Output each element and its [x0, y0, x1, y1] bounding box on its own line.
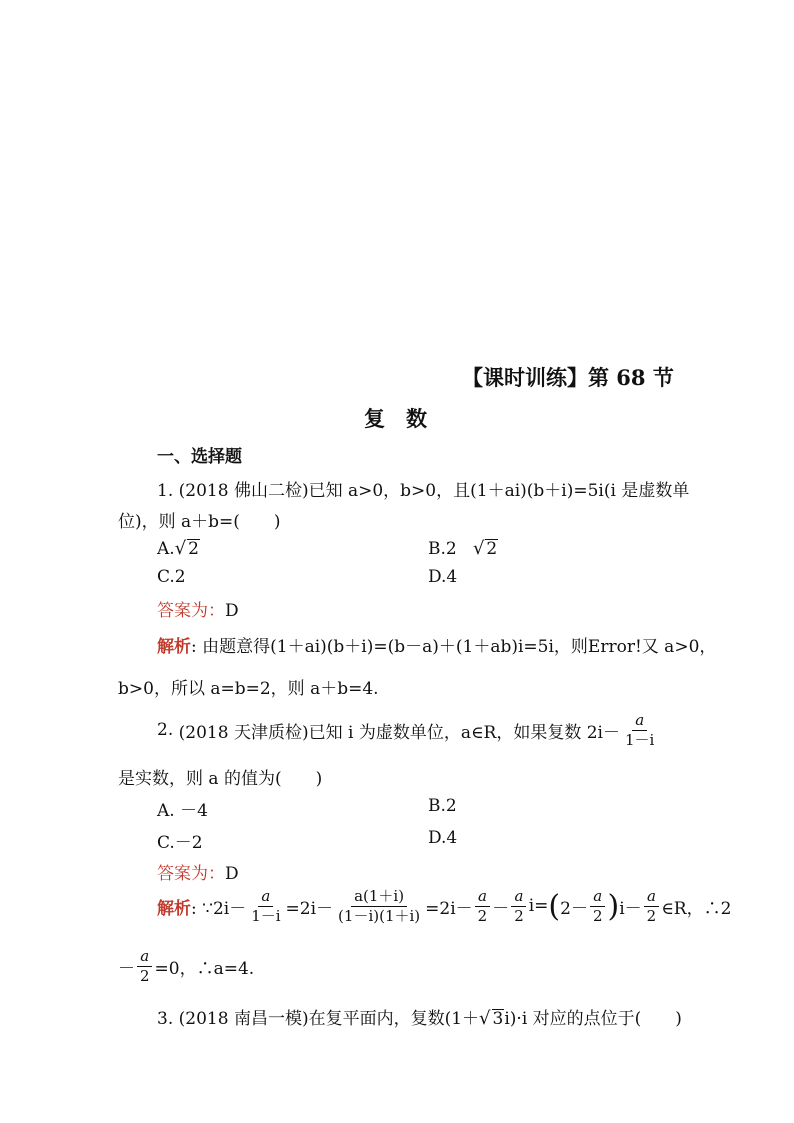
fraction — [622, 712, 657, 748]
question-1-option-a — [157, 538, 200, 559]
sqrt-icon: √ — [472, 538, 485, 559]
question-2-option-d: D.4 — [428, 828, 458, 848]
question-2-option-c: C.－2 — [157, 833, 203, 853]
analysis-seg: i－ — [619, 898, 642, 919]
question-number: 3. — [157, 1009, 174, 1029]
fraction-numerator: a — [475, 888, 490, 907]
sqrt-icon: √ — [174, 538, 187, 559]
question-1-stem-line2: 位)，则 a＋b=( ) — [118, 512, 281, 532]
analysis-seg: － — [118, 958, 135, 979]
paren-close: ) — [607, 888, 620, 924]
fraction — [644, 888, 660, 924]
question-2-analysis-line1 — [157, 888, 731, 924]
fraction — [475, 888, 491, 924]
question-stem: 已知 i 为虚数单位，a∈R，如果复数 2i－ — [308, 722, 620, 743]
question-2-option-a: A. －4 — [157, 801, 208, 821]
page-title: 复 数 — [364, 406, 427, 431]
fraction-numerator: a — [644, 888, 659, 907]
question-stem: 在复平面内，复数(1＋ — [308, 1009, 480, 1029]
analysis-seg: =2i－ — [285, 898, 334, 919]
fraction-denominator: 2 — [514, 906, 524, 925]
fraction-denominator: 2 — [140, 966, 150, 985]
analysis-seg: ∈R，∴2 — [661, 898, 732, 919]
fraction-denominator: (1－i)(1＋i) — [338, 906, 421, 925]
fraction-denominator: 2 — [592, 906, 603, 925]
fraction-numerator: a — [511, 888, 526, 907]
question-number: 2. — [157, 720, 174, 740]
option-a-sqrt: 2 — [188, 539, 199, 559]
lesson-tag: 【课时训练】第 68 节 — [462, 365, 674, 390]
question-1-option-c: C.2 — [157, 567, 186, 587]
analysis-seg: i= — [528, 896, 549, 916]
question-2-stem-line2: 是实数，则 a 的值为( ) — [118, 769, 323, 789]
answer-label: 答案为： — [157, 601, 225, 621]
paren-open: ( — [548, 888, 561, 924]
fraction — [511, 888, 527, 924]
analysis-text: : 由题意得(1＋ai)(b＋i)=(b－a)＋(1＋ab)i=5i，则Error!又 a>0， — [191, 637, 717, 657]
option-a-label: A. — [157, 539, 175, 559]
answer-value: D — [225, 864, 239, 884]
question-source: (2018 佛山二检) — [178, 481, 309, 501]
question-2-analysis-line2 — [118, 948, 254, 984]
fraction-numerator: a — [632, 712, 647, 731]
question-1-option-b — [428, 538, 498, 559]
section-heading: 一、选择题 — [157, 447, 242, 467]
question-stem: 已知 a>0，b>0，且(1＋ai)(b＋i)=5i(i 是虚数单 — [308, 481, 690, 501]
stem-sqrt: 3 — [492, 1009, 504, 1029]
question-2-stem-line1 — [157, 712, 659, 748]
question-3-stem — [157, 1004, 682, 1029]
answer-value: D — [225, 601, 239, 621]
question-1-analysis-line2: b>0，所以 a=b=2，则 a＋b=4. — [118, 679, 379, 699]
fraction — [248, 888, 283, 924]
analysis-label: 解析 — [157, 637, 191, 657]
fraction-numerator: a(1＋i) — [351, 888, 407, 907]
question-stem-tail: i)·i 对应的点位于( ) — [504, 1009, 682, 1029]
fraction — [335, 888, 423, 924]
fraction-numerator: a — [258, 888, 273, 907]
question-1-option-d: D.4 — [428, 567, 458, 587]
sqrt-icon: √ — [479, 1008, 491, 1029]
fraction — [590, 888, 606, 924]
question-source: (2018 天津质检) — [178, 722, 309, 743]
question-1-analysis-line1 — [157, 632, 716, 657]
fraction-numerator: a — [137, 948, 152, 967]
fraction-denominator: 2 — [477, 906, 488, 925]
fraction-numerator: a — [590, 888, 605, 907]
option-b-sqrt: 2 — [486, 539, 498, 559]
analysis-seg: : ∵2i－ — [191, 898, 247, 919]
fraction — [137, 948, 153, 984]
analysis-seg: =0，∴a=4. — [154, 958, 255, 979]
fraction-denominator: 1－i — [251, 906, 281, 925]
question-number: 1. — [157, 481, 174, 501]
option-b-label: B.2 — [428, 539, 457, 559]
analysis-seg: =2i－ — [425, 898, 473, 919]
question-2-answer — [157, 859, 239, 884]
question-1-answer — [157, 596, 239, 621]
analysis-label: 解析 — [157, 898, 191, 919]
analysis-seg: － — [492, 898, 510, 919]
question-2-option-b: B.2 — [428, 796, 457, 816]
fraction-denominator: 1－i — [625, 730, 655, 749]
analysis-seg: 2－ — [560, 898, 588, 919]
question-1-stem-line1 — [157, 476, 689, 501]
answer-label: 答案为： — [157, 864, 225, 884]
question-source: (2018 南昌一模) — [178, 1009, 309, 1029]
fraction-denominator: 2 — [646, 906, 657, 925]
